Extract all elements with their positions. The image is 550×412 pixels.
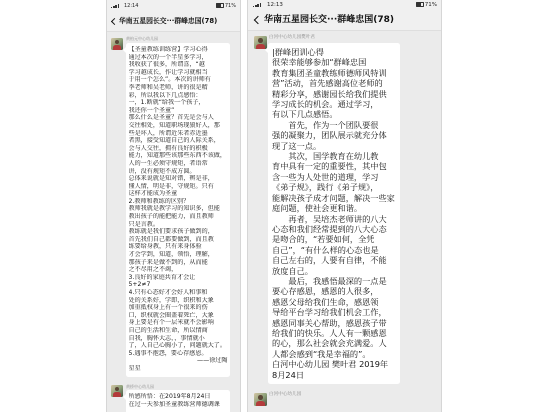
message-line: 感恩父母给我们生命，感恩领 (272, 296, 379, 307)
message-line: 其次，国学教育在幼儿教 (288, 151, 379, 162)
message-line: 的心，那么社会就会充满爱。人 (272, 338, 387, 349)
right-chat-screenshot (247, 0, 442, 412)
message-line: 学习成长的机会。通过学习， (272, 99, 379, 110)
message-line: 能解决孩子成才问题，解决一些家 (272, 192, 395, 203)
message-line: 强的凝聚力，团队展示就充分体 (272, 130, 387, 141)
message-line: 有以下几点感悟。 (272, 109, 338, 120)
message-line: 首先，作为一个团队要很 (288, 119, 379, 130)
message-signature: 白河中心幼儿园 樊叶君 2019年 (272, 359, 389, 370)
message-line: 很荣幸能够参加“群峰忠国 (272, 57, 367, 68)
status-bar (248, 0, 441, 10)
message-line: 给我们的快乐。人人有一颗感恩 (272, 327, 387, 338)
message-line: 心态和我们经常提到的八大心态 (272, 223, 387, 234)
signal-icon (253, 2, 262, 7)
message-line: 口，织权就会圈盖着死亡，大象 (128, 311, 214, 319)
message-line: 放度自己。 (272, 265, 313, 276)
message-line: 这样才能成为圣童 (128, 190, 178, 198)
message-line: 自己的生活和生命，所以情商 (128, 326, 208, 334)
message-date: 8月24日 (272, 369, 305, 380)
message-line: 3.良好的家庭共育才会让 (128, 273, 196, 281)
message-line: 通过本次的一个半星多学习， (128, 53, 208, 61)
message-line: 只是言教。 (128, 220, 159, 228)
message-line: 讲，没有规矩不成方圆。 (128, 167, 196, 175)
message-line: 交往相处，知道职场现狼好人，那 (128, 121, 220, 129)
message-line: 教育集团圣童教练师德师风特训 (272, 67, 387, 78)
message-text (126, 43, 230, 377)
message-line: 些是坏人，所谓近朱者赤近墨 (128, 129, 208, 137)
status-time: 12:13 (267, 2, 283, 8)
sender-name: 黄柏元中心幼儿园 (126, 36, 158, 41)
message-line: 5.遇事不抱怨，要心存感恩。 (128, 349, 208, 357)
message-line: 教出孩子的能把能力，而且教师 (128, 213, 214, 221)
message-line: 感恩同事关心帮助，感恩孩子带 (272, 317, 387, 328)
chat-title[interactable]: 华南五星园长交···群峰忠国(78) (119, 17, 218, 25)
message-line: 之不尽用之不竭， (128, 266, 178, 274)
message-line: 彩，所以我以下几点感悟： (128, 91, 202, 99)
message-line: 4.只有心态好才会好人和事和 (128, 289, 208, 296)
chevron-left-icon[interactable] (111, 18, 118, 25)
message-line: 星星 (128, 364, 141, 372)
signal-icon (111, 3, 120, 8)
chat-header (248, 10, 441, 31)
user-avatar[interactable] (254, 393, 267, 406)
message-line: 处的关系好，学即，织积和大象 (128, 296, 214, 304)
left-chat-screenshot (106, 0, 241, 412)
user-avatar[interactable] (111, 38, 123, 50)
message-line: 首先我们自己都要做到，而且教 (128, 235, 214, 243)
message-line: 我收获了很多，所谓喜，“越 (128, 61, 205, 69)
message-line: 是吻合的，“若要如何，全凭 (272, 234, 375, 245)
message-line: 自己左右的，人要有自律，不能 (272, 255, 387, 266)
message-heading: |群峰团训心得 (272, 47, 324, 57)
sender-name: 白河中心幼儿园樊叶君 (269, 35, 315, 40)
sender-name: 黄桥中心幼儿园 (126, 383, 154, 389)
message-line: 能力，知道那些该那些东西不该做， (128, 152, 226, 160)
message-bubble[interactable] (126, 390, 230, 412)
message-text (268, 43, 400, 384)
message-line: 最后，我感悟最深的一点是 (288, 275, 387, 286)
message-line: 总体来说就是知对错，辨是非， (128, 175, 214, 183)
status-time: 12:14 (124, 3, 139, 9)
message-line: 再者，吴培杰老师讲的八大 (288, 213, 387, 224)
message-line: 要心存感恩，感恩的人很多， (272, 286, 379, 297)
battery-level: 71% (424, 2, 437, 8)
message-line: 李老师和吴老师，讲的很是精 (128, 83, 208, 91)
battery-icon (216, 3, 224, 8)
message-line: 了，人自己心胸小了，问题就大了。 (128, 342, 226, 350)
message-line: 现了这一点。 (272, 140, 322, 151)
message-bubble[interactable] (268, 43, 400, 384)
status-bar (107, 0, 240, 12)
user-avatar[interactable] (111, 385, 123, 397)
message-line: 一，1.断就“给我一个孩子， (128, 99, 205, 107)
message-line: 者黑，接受知道自己的人际关系， (128, 137, 220, 145)
message-line: 教师我就是教学习的知识多，但能 (128, 205, 220, 213)
message-line: 那么什么是圣童？首先是会与人 (128, 114, 214, 122)
message-bubble[interactable] (126, 43, 230, 377)
message-line: 会与人交往，拥有良好的积极 (128, 144, 208, 152)
message-signature: ——徐过陶 (197, 357, 228, 365)
sender-name: 白河中心幼儿园 (269, 392, 302, 397)
chat-header (107, 12, 240, 32)
message-line: 【圣童教练训练营】学习心得 (128, 46, 208, 53)
message-line: 加重抵权身上有一个很来的伤 (128, 304, 208, 312)
message-line: 懂人情，明是非，守规矩。只有 (128, 182, 214, 190)
battery-status (416, 2, 437, 8)
message-line: 自我，胸怀大志，，事情就小 (128, 334, 205, 342)
message-line: 人都会感到“我是幸福的”。 (272, 348, 371, 359)
message-line: 教练就是我们要求孩子做到的， (128, 228, 214, 236)
message-line: 2.教师和教练的区别？ (128, 197, 190, 205)
message-line: 所感所悟：在2019年8月24日 (128, 393, 211, 400)
message-line: 那孩子来是做不到的，从而能 (128, 258, 208, 266)
message-line: 才会学到，知道，领悟，理解， (128, 251, 214, 259)
message-line: 精彩分享，感谢园长给我们提供 (272, 88, 387, 99)
message-text (126, 390, 230, 412)
message-line: 导给平台学习给我们机会工作， (272, 307, 387, 318)
message-line: 练要给身教，只有来身体验 (128, 243, 202, 251)
message-line: 含一些为人处世的道理，学习 (272, 171, 379, 182)
message-line: 5+2≠7 (128, 281, 151, 289)
battery-icon (416, 2, 424, 7)
message-line: 庭问题，使社会更和谐。 (272, 203, 363, 214)
message-line: 人的一生必须守规矩，者语常 (128, 159, 208, 167)
chevron-left-icon[interactable] (254, 16, 262, 24)
chat-title[interactable]: 华南五星园长交···群峰忠国(78) (264, 15, 395, 25)
message-line: 《弟子规》，践行《弟子规》， (272, 182, 379, 193)
message-line: 身上要是有个一层米就不会影响 (128, 319, 214, 327)
battery-level: 71% (224, 3, 236, 9)
message-line: 营”活动，首先感谢高位老师的 (272, 78, 383, 89)
message-line: 在过一天参加圣童教练营师德调课 (128, 400, 220, 408)
message-line: 我还你一个圣童” (128, 106, 175, 114)
battery-status (216, 3, 236, 9)
message-line: 于用一个怎么”。本次的讲师有 (128, 76, 211, 84)
message-line: 育中具有一定的重要性，其中包 (272, 161, 387, 172)
message-line: 学习越成长，作让学习就相当 (128, 68, 208, 76)
message-line: 自己”，“有什么样的心态也是 (272, 244, 379, 255)
